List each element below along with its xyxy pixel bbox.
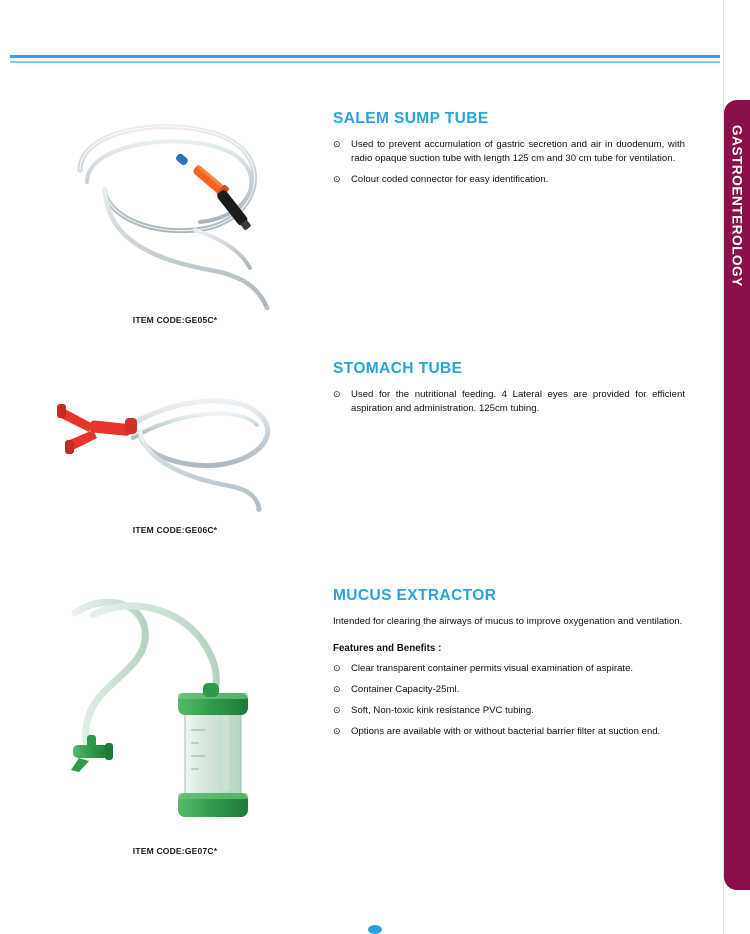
footer-mark [368,925,382,934]
bullet-icon: ⊙ [333,173,341,184]
red-y-connector [57,404,137,454]
list-item [333,704,685,718]
product-image-salem-sump-tube [40,110,310,325]
bullet-text: Used to prevent accumulation of gastric secretion and air in duodenum, with radio opaque suction tube with length 125 cm and 30 cm tube for ventilation. [351,139,685,164]
product-image-stomach-tube [40,360,310,535]
bullet-icon: ⊙ [333,704,341,715]
list-item [333,138,685,166]
list-item [333,725,685,739]
item-code-label: ITEM CODE:GE06C* [132,525,218,535]
item-code-label: ITEM CODE:GE07C* [132,846,218,856]
product-bullets [333,388,685,416]
bullet-icon: ⊙ [333,662,341,673]
green-valve [71,735,113,772]
list-item [333,683,685,697]
product-text-mucus-extractor [333,587,685,746]
bullet-text: Options are available with or without bacterial barrier filter at suction end. [351,725,661,737]
bullet-text: Colour coded connector for easy identification. [351,173,549,185]
product-title: STOMACH TUBE [333,360,463,377]
list-item [333,173,685,187]
product-text-stomach-tube [333,360,685,423]
bullet-text: Container Capacity-25ml. [351,683,460,695]
mucus-jar [178,683,248,817]
bullet-icon: ⊙ [333,139,341,149]
features-heading: Features and Benefits : [333,642,442,654]
header-rule-primary [10,55,720,58]
stomach-tube-illustration [45,360,305,520]
category-tab-label: GASTROENTEROLOGY [729,125,745,287]
category-tab [724,100,750,890]
bullet-icon: ⊙ [333,725,341,736]
bullet-text: Used for the nutritional feeding. 4 Lateral eyes are provided for efficient aspiration and administration. 125cm tubing. [351,389,685,414]
bullet-text: Soft, Non-toxic kink resistance PVC tubing. [351,704,534,716]
salem-sump-tube-illustration [45,110,305,310]
bullet-icon: ⊙ [333,683,341,694]
list-item [333,388,685,416]
product-bullets [333,138,685,187]
header-rule-secondary [10,61,720,63]
product-title: SALEM SUMP TUBE [333,110,489,127]
item-code-label: ITEM CODE:GE05C* [132,315,218,325]
bullet-text: Clear transparent container permits visual examination of aspirate. [351,662,634,674]
product-bullets [333,662,685,739]
mucus-extractor-illustration [45,585,305,835]
product-intro: Intended for clearing the airways of mucus to improve oxygenation and ventilation. [333,616,683,627]
bullet-icon: ⊙ [333,389,341,399]
product-image-mucus-extractor [40,585,310,856]
product-text-salem-sump-tube [333,110,685,194]
list-item [333,662,685,676]
product-title: MUCUS EXTRACTOR [333,587,497,604]
